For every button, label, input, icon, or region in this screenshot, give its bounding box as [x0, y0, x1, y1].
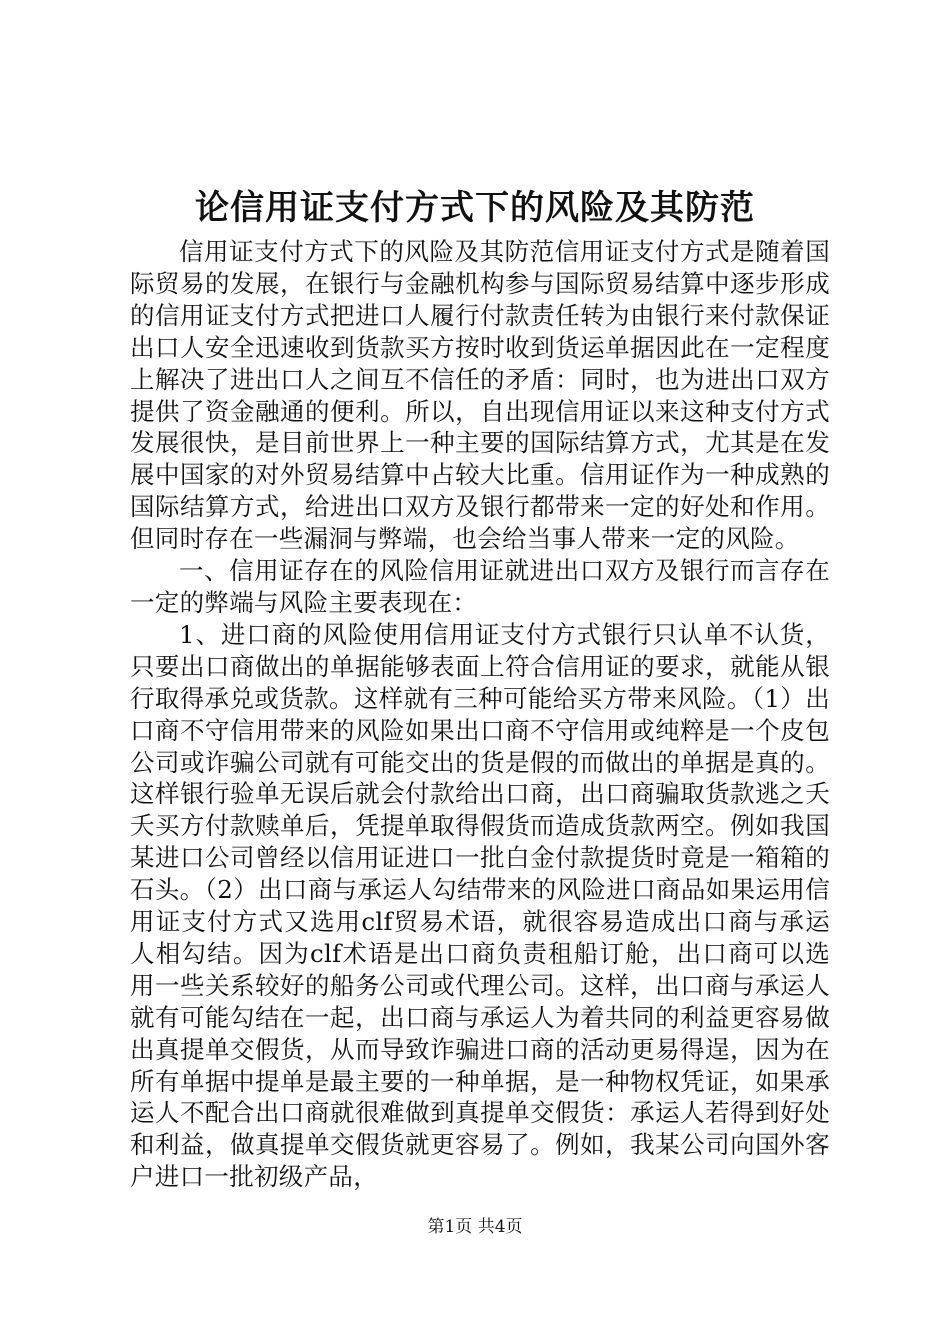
document-title: 论信用证支付方式下的风险及其防范	[195, 188, 755, 228]
page-footer: 第1页 共4页	[427, 1217, 523, 1237]
document-body	[130, 236, 830, 1193]
paragraph-importer-risk: 1、进口商的风险使用信用证支付方式银行只认单不认货，只要出口商做出的单据能够表面上符合信用证的要求，就能从银行取得承兑或货款。这样就有三种可能给买方带来风险。（1）出口商不守信用带来的风险如果出口商不守信用或纯粹是一个皮包公司或诈骗公司就有可能交出的货是假的而做出的单据是真的。这样银行验单无误后就会付款给出口商，出口商骗取货款逃之夭夭买方付款赎单后，凭提单取得假货而造成货款两空。例如我国某进口公司曾经以信用证进口一批白金付款提货时竟是一箱箱的石头。（2）出口商与承运人勾结带来的风险进口商品如果运用信用证支付方式又选用clf贸易术语，就很容易造成出口商与承运人相勾结。因为clf术语是出口商负责租船订舱，出口商可以选用一些关系较好的船务公司或代理公司。这样，出口商与承运人就有可能勾结在一起，出口商与承运人为着共同的利益更容易做出真提单交假货，从而导致诈骗进口商的活动更易得逞，因为在所有单据中提单是最主要的一种单据，是一种物权凭证，如果承运人不配合出口商就很难做到真提单交假货：承运人若得到好处和利益，做真提单交假货就更容易了。例如，我某公司向国外客户进口一批初级产品，	[130, 619, 830, 1192]
paragraph-section-one-heading: 一、信用证存在的风险信用证就进出口双方及银行而言存在一定的弊端与风险主要表现在：	[130, 556, 830, 617]
paragraph-intro: 信用证支付方式下的风险及其防范信用证支付方式是随着国际贸易的发展，在银行与金融机构参与国际贸易结算中逐步形成的信用证支付方式把进口人履行付款责任转为由银行来付款保证出口人安全迅速收到货款买方按时收到货运单据因此在一定程度上解决了进出口人之间互不信任的矛盾：同时，也为进出口双方提供了资金融通的便利。所以，自出现信用证以来这种支付方式发展很快，是目前世界上一种主要的国际结算方式，尤其是在发展中国家的对外贸易结算中占较大比重。信用证作为一种成熟的国际结算方式，给进出口双方及银行都带来一定的好处和作用。但同时存在一些漏洞与弊端，也会给当事人带来一定的风险。	[130, 237, 830, 554]
